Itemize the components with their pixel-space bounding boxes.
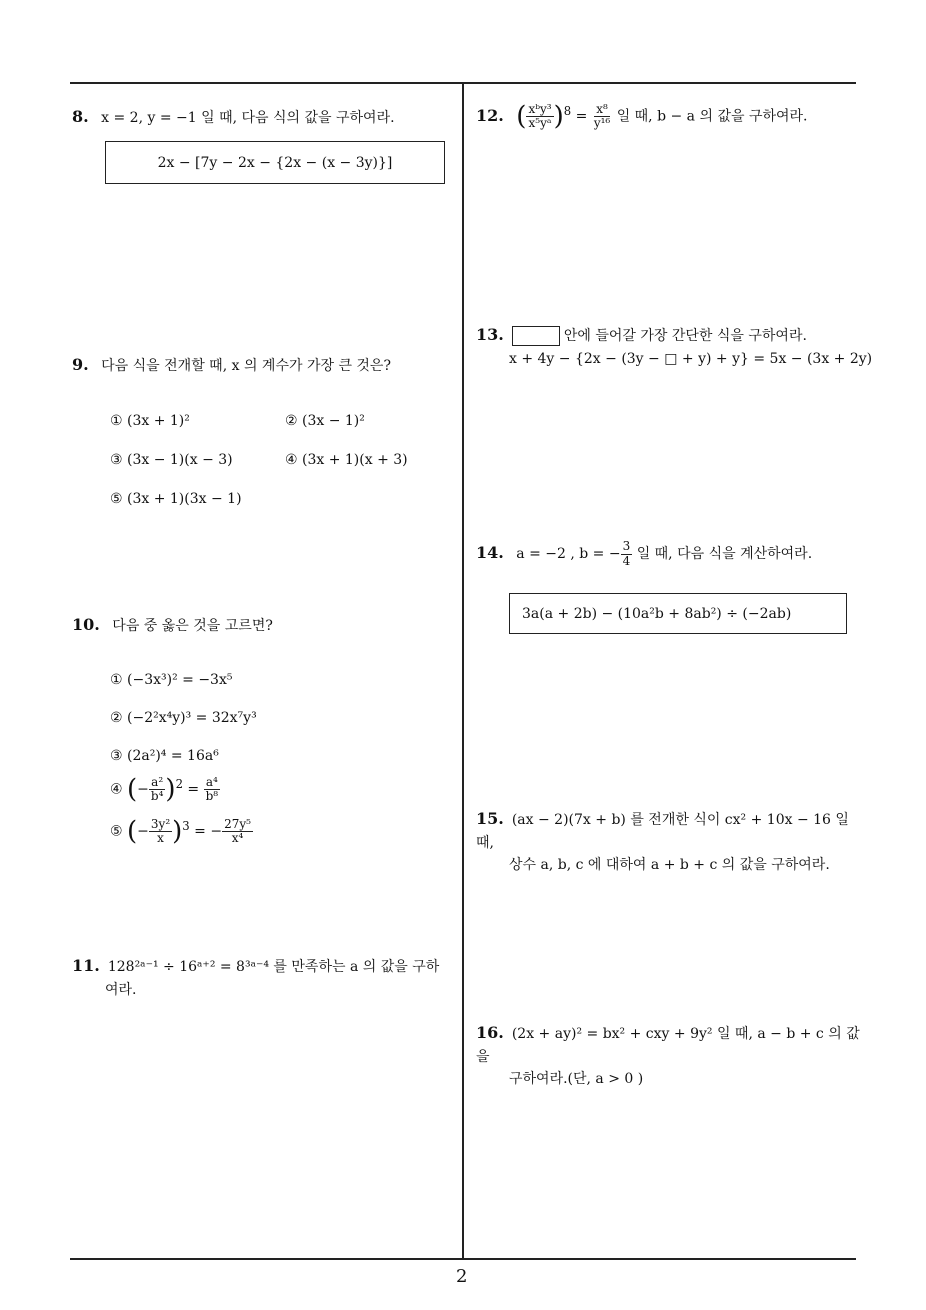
question-11 (72, 953, 458, 1001)
fraction: $\frac{\text{27y⁵}}{\text{x⁴}}$ (224, 817, 251, 846)
question-text: 다음 중 옳은 것을 고르면? (112, 618, 273, 634)
option-2[interactable]: ② (−2²x⁴y)³ = 32x⁷y³ (110, 710, 257, 726)
question-number: 15. (476, 809, 504, 828)
paren-open: ( (516, 101, 527, 132)
option-5[interactable]: ⑤ (3x + 1)(3x − 1) (110, 491, 242, 507)
option-2[interactable]: ② (3x − 1)² (285, 413, 365, 429)
question-number: 13. (476, 325, 504, 344)
page-number: 2 (456, 1266, 468, 1287)
question-13 (476, 322, 872, 370)
option-4[interactable]: ④ (− $\frac{\text{a²}}{\text{b⁴}}$ )$^2$ = $\frac{\text{a⁴}}{\text{b⁸}}$ (110, 774, 219, 805)
paren-open: ( (127, 816, 138, 847)
option-label: ⑤ (110, 823, 123, 840)
option-1[interactable]: ① (3x + 1)² (110, 413, 190, 429)
blank-box (512, 326, 560, 346)
question-text-line1: (ax − 2)(7x + b) 를 전개한 식이 cx² + 10x − 16 일 때, (476, 812, 849, 851)
option-4[interactable]: ④ (3x + 1)(x + 3) (285, 452, 408, 468)
question-text-line2: 상수 a, b, c 에 대하여 a + b + c 의 값을 구하여라. (509, 856, 830, 873)
question-number: 10. (72, 615, 100, 634)
paren-close: ) (172, 816, 183, 847)
fraction: $\frac{\text{a²}}{\text{b⁴}}$ (150, 775, 164, 804)
question-number: 12. (476, 105, 504, 125)
paren-open: ( (127, 774, 138, 805)
question-9 (72, 352, 391, 378)
equation: x + 4y − {2x − (3y − □ + y) + y} = 5x − (3x + 2y) (509, 350, 873, 367)
fraction: $\frac{3}{4}$ (622, 539, 631, 568)
question-text: 다음 식을 전개할 때, x 의 계수가 가장 큰 것은? (101, 358, 391, 374)
expression-box: 3a(a + 2b) − (10a²b + 8ab²) ÷ (−2ab) (509, 593, 847, 634)
question-text: 일 때, 다음 식을 계산하여라. (636, 546, 813, 562)
question-text: x = 2, y = −1 일 때, 다음 식의 값을 구하여라. (101, 110, 395, 126)
question-15 (476, 806, 860, 876)
exponent: 8 (563, 104, 572, 118)
question-text: 일 때, b − a 의 값을 구하여라. (616, 108, 808, 125)
question-text: 안에 들어갈 가장 간단한 식을 구하여라. (563, 328, 807, 344)
exponent: 3 (182, 819, 190, 834)
question-text-pre: a = −2 , b = − (516, 546, 621, 562)
question-10 (72, 612, 273, 638)
exponent: 2 (175, 777, 183, 792)
fraction: $\frac{\text{x⁸}}{\text{y¹⁶}}$ (593, 101, 611, 131)
question-16 (476, 1020, 860, 1090)
option-3[interactable]: ③ (2a²)⁴ = 16a⁶ (110, 748, 219, 764)
question-12: 12. ( $\frac{\text{xᵇy³}}{\text{x⁵yᵃ}}$ )$^8$ = $\frac{\text{x⁸}}{\text{y¹⁶}}$ 일 때, b − a 의 값을 구하여라. (476, 101, 808, 132)
question-text-line2: 구하여라.(단, a > 0 ) (509, 1070, 644, 1087)
option-3[interactable]: ③ (3x − 1)(x − 3) (110, 452, 233, 468)
expression-box: 2x − [7y − 2x − {2x − (x − 3y)}] (105, 141, 445, 184)
column-divider (462, 82, 464, 1260)
paren-close: ) (165, 774, 176, 805)
fraction: $\frac{\text{3y²}}{x}$ (150, 817, 171, 846)
question-number: 14. (476, 543, 504, 562)
question-number: 16. (476, 1023, 504, 1042)
question-number: 8. (72, 107, 89, 126)
option-label: ④ (110, 781, 123, 798)
fraction: $\frac{\text{a⁴}}{\text{b⁸}}$ (205, 775, 219, 804)
question-text-line1: 128²ᵃ⁻¹ ÷ 16ᵃ⁺² = 8³ᵃ⁻⁴ 를 만족하는 a 의 값을 구하 (107, 959, 440, 975)
option-1[interactable]: ① (−3x³)² = −3x⁵ (110, 672, 233, 688)
question-number: 9. (72, 355, 89, 374)
question-14 (476, 540, 812, 568)
option-5[interactable]: ⑤ (− $\frac{\text{3y²}}{x}$ )$^3$ = − $\frac{\text{27y⁵}}{\text{x⁴}}$ (110, 816, 251, 847)
question-text-line1: (2x + ay)² = bx² + cxy + 9y² 일 때, a − b + c 의 값을 (476, 1026, 860, 1065)
paren-close: ) (553, 101, 564, 132)
question-text-line2: 여라. (105, 981, 137, 998)
bottom-rule (70, 1258, 856, 1260)
fraction: $\frac{\text{xᵇy³}}{\text{x⁵yᵃ}}$ (528, 101, 552, 131)
question-number: 11. (72, 956, 100, 975)
question-8 (72, 104, 395, 130)
